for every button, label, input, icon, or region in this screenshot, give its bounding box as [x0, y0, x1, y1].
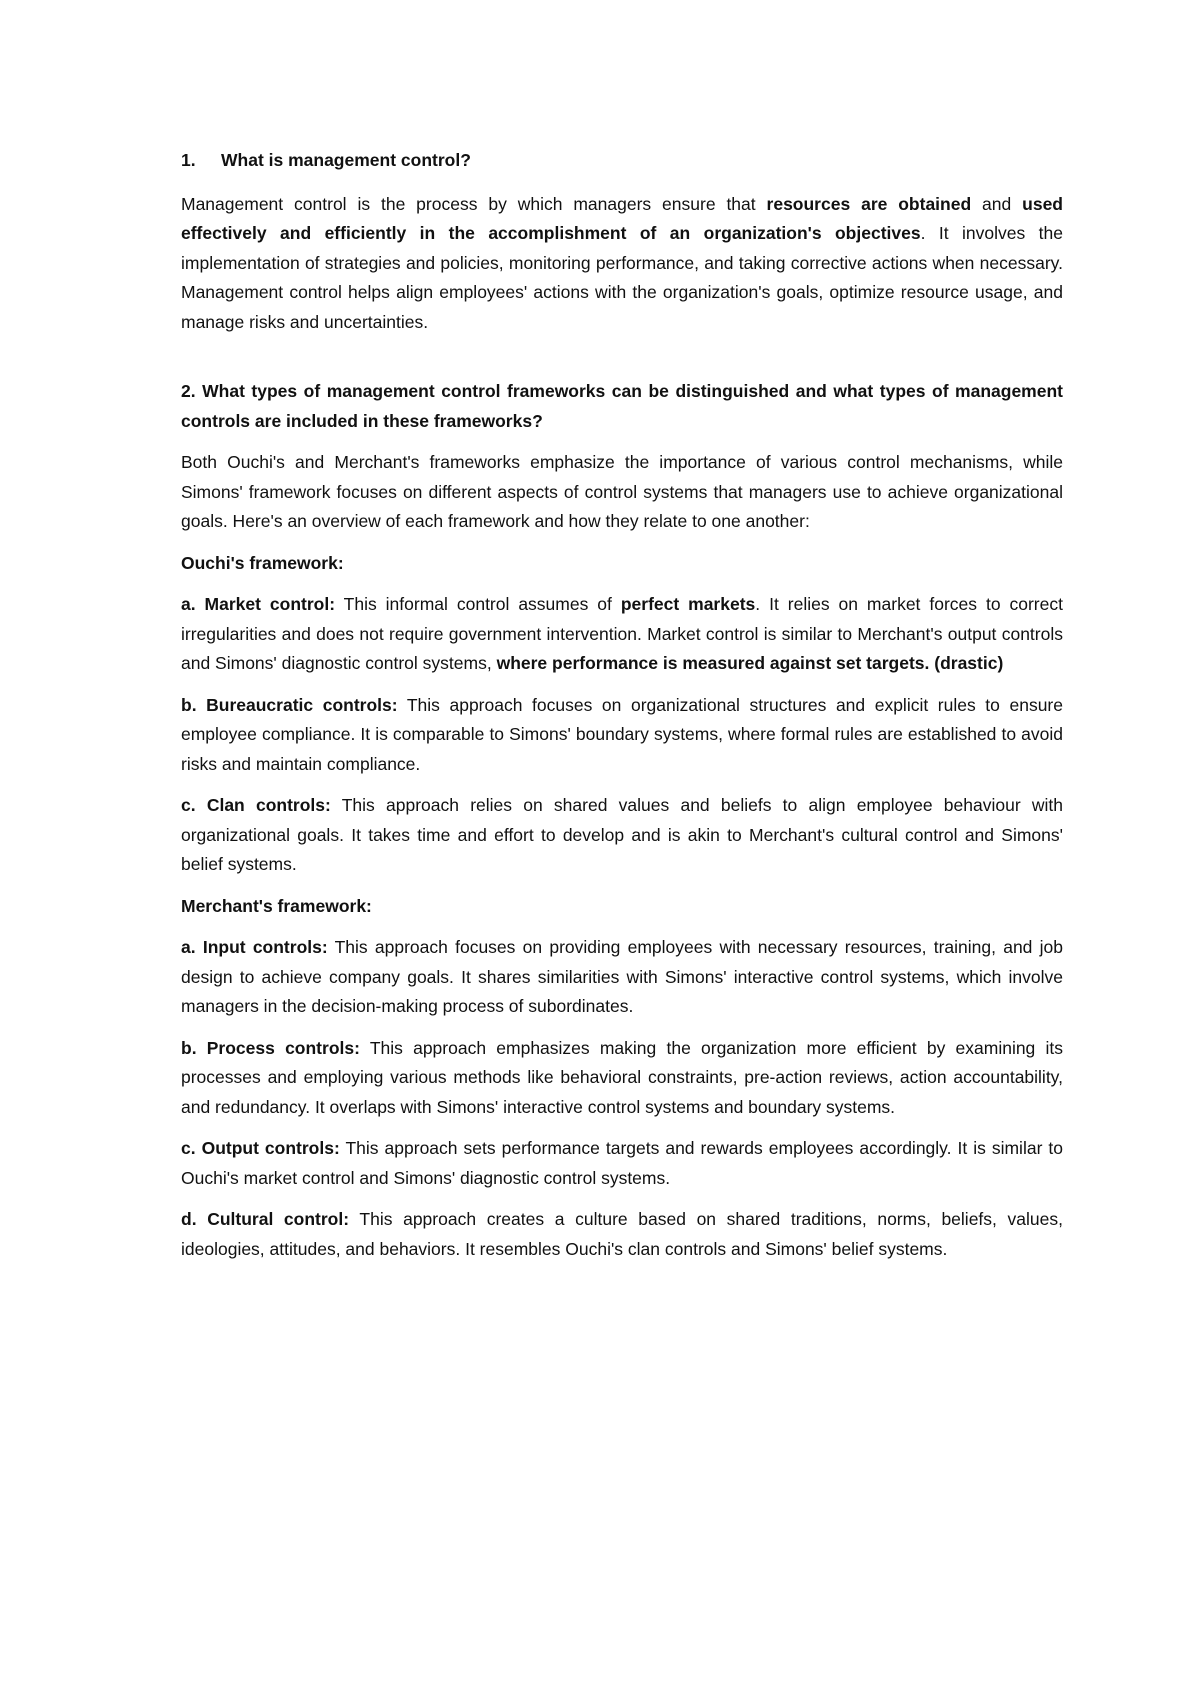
ouchi-market-control	[181, 590, 1063, 679]
question-1-title: What is management control?	[221, 150, 471, 170]
ouchi-a-bold-1: perfect markets	[620, 594, 756, 614]
answer-1-text-3: . It involves the implementation of strategies and policies, monitoring performance, and taking corrective actions when necessary. Management control helps align employees' actions with the organization's goals, optimize resource usage, and manage risks and uncertainties.	[181, 223, 1063, 332]
answer-2-intro: Both Ouchi's and Merchant's frameworks emphasize the importance of various control mechanisms, while Simons' framework focuses on different aspects of control systems that managers use to achieve organizational goals. Here's an overview of each framework and how they relate to one another:	[181, 452, 1063, 531]
merchant-input-controls	[181, 933, 1063, 1022]
question-1-heading	[181, 146, 1063, 176]
merchant-c-label: c. Output controls:	[181, 1138, 340, 1158]
answer-1-paragraph	[181, 190, 1063, 338]
ouchi-bureaucratic-controls	[181, 691, 1063, 780]
ouchi-framework-heading: Ouchi's framework:	[181, 552, 344, 573]
merchant-a-text: This approach focuses on providing employees with necessary resources, training, and job design to achieve company goals. It shares similarities with Simons' interactive control systems, which involve managers in the decision-making process of subordinates.	[181, 937, 1063, 1016]
ouchi-clan-controls	[181, 791, 1063, 880]
answer-1-text-1: Management control is the process by which managers ensure that	[181, 193, 767, 214]
ouchi-c-text: This approach relies on shared values and beliefs to align employee behaviour with organizational goals. It takes time and effort to develop and is akin to Merchant's cultural control and Simons' belief systems.	[181, 795, 1063, 874]
answer-1-text-2: and	[971, 193, 1023, 214]
merchant-b-text: This approach emphasizes making the organization more efficient by examining its processes and employing various methods like behavioral constraints, pre-action reviews, action accountability, and redundancy. It overlaps with Simons' interactive control systems and boundary systems.	[181, 1037, 1063, 1117]
question-2-heading: 2. What types of management control frameworks can be distinguished and what types of management controls are included in these frameworks?	[181, 381, 1063, 431]
merchant-process-controls	[181, 1034, 1063, 1123]
merchant-output-controls	[181, 1134, 1063, 1193]
ouchi-a-text-1: This informal control assumes of	[335, 594, 621, 614]
ouchi-a-text-2: . It relies on market forces to correct irregularities and does not require government intervention. Market control is similar to Merchant's output controls and Simons' diagnostic control systems,	[181, 594, 1063, 673]
merchant-a-label: a. Input controls:	[181, 937, 328, 957]
merchant-c-text: This approach sets performance targets and rewards employees accordingly. It is similar to Ouchi's market control and Simons' diagnostic control systems.	[181, 1138, 1063, 1188]
merchant-framework-heading: Merchant's framework:	[181, 895, 372, 916]
ouchi-b-label: b. Bureaucratic controls:	[181, 694, 398, 715]
merchant-d-label: d. Cultural control:	[181, 1209, 350, 1229]
ouchi-c-label: c. Clan controls:	[181, 795, 331, 815]
question-1-number: 1.	[181, 150, 196, 170]
ouchi-a-label: a. Market control:	[181, 594, 336, 614]
ouchi-b-text: This approach focuses on organizational structures and explicit rules to ensure employee compliance. It is comparable to Simons' boundary systems, where formal rules are established to avoid risks and maintain compliance.	[181, 694, 1063, 774]
merchant-d-text: This approach creates a culture based on shared traditions, norms, beliefs, values, ideologies, attitudes, and behaviors. It resembles Ouchi's clan controls and Simons' belief systems.	[181, 1209, 1063, 1259]
answer-1-bold-2: used effectively and efficiently in the accomplishment of an organization's objectives	[181, 193, 1064, 243]
answer-1-bold-1: resources are obtained	[766, 193, 972, 214]
merchant-cultural-control	[181, 1205, 1063, 1264]
merchant-b-label: b. Process controls:	[181, 1037, 360, 1058]
document-body	[181, 146, 1063, 1276]
ouchi-a-bold-2: where performance is measured against set targets. (drastic)	[496, 653, 1004, 673]
